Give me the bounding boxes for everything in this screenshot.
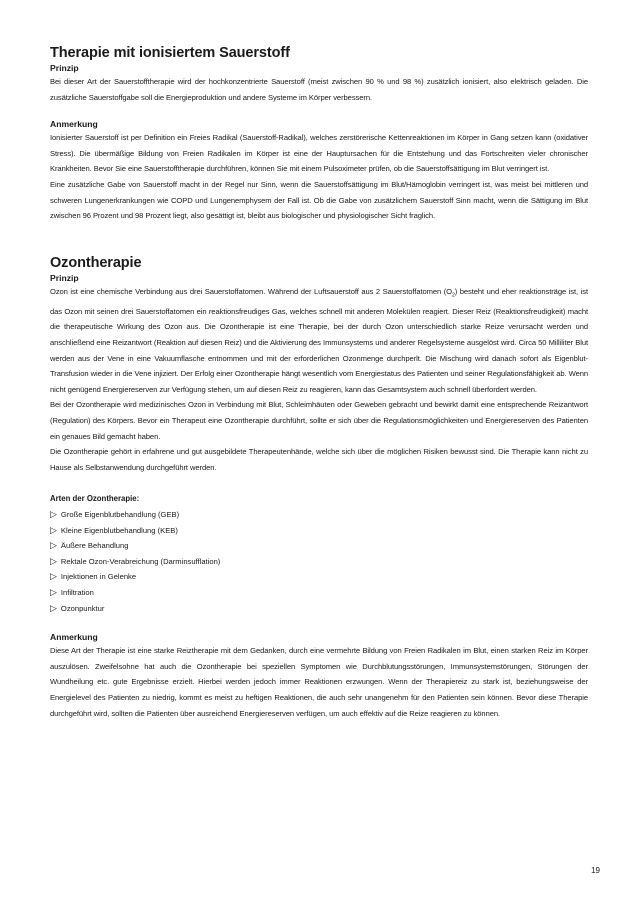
triangle-bullet-icon: ▷ [50,524,57,535]
list-item-label: Infiltration [60,587,94,597]
list-item [50,585,588,601]
list-item-label: Kleine Eigenblutbehandlung (KEB) [60,525,178,535]
anmerkung-heading: Anmerkung [50,632,98,643]
list-item [50,601,588,617]
section-ionized-oxygen [50,45,588,224]
arten-list [50,507,588,616]
list-item [50,538,588,554]
page-number: 19 [591,866,600,875]
anmerkung-heading: Anmerkung [50,119,98,130]
list-item-label: Ozonpunktur [60,603,105,613]
triangle-bullet-icon: ▷ [50,602,57,613]
list-item [50,523,588,539]
page-content [50,45,588,721]
list-item [50,507,588,523]
prinzip-heading: Prinzip [50,272,79,283]
triangle-bullet-icon: ▷ [50,508,57,519]
triangle-bullet-icon: ▷ [50,571,57,582]
section-title: Therapie mit ionisiertem Sauerstoff [50,45,290,61]
list-item [50,569,588,585]
text-part: Ozon ist eine chemische Verbindung aus drei Sauerstoffatomen. Während der Luftsauerstoff aus 2 Sauerstoffatomen (O [50,286,453,296]
prinzip-paragraph-3: Die Ozontherapie gehört in erfahrene und gut ausgebildete Therapeutenhände, welche sich über die möglichen Risiken bewusst sind. Die Therapie kann nicht zu Hause als Selbstanwendung durchgeführt werden. [50,447,588,472]
text-part: ) besteht und eher reaktionsträge ist, ist das Ozon mit seinen drei Sauerstoffatomen ein reaktionsfreudiges Gas, welches schnell mit anderen Molekülen reagiert. Dieser Reiz (Reaktionsfreudigkeit) macht die therapeutische Wirkung des Ozon aus. Die Ozontherapie ist eine Therapie, bei der durch Ozon unterschiedlich starke Reize verursacht werden und anschließend eine Reizantwort (Reaktion auf diesen Reiz) und die Aktivierung des Immunsystems und anderer Regelsysteme ausgelöst wird. Circa 50 Milliliter Blut werden aus der Vene in eine Vakuumflasche entnommen und mit der erforderlichen Ozonmenge durchperlt. Die Mischung wird danach sofort als Eigenblut-Transfusion wieder in die Vene injiziert. Der Erfolg einer Ozontherapie hängt wesentlich vom Energiestatus des Patienten und seiner Regulationsfähigkeit ab. Wenn nicht genügend Energiereserven zur Verfügung stehen, um auf diesen Reiz zu reagieren, kann das Gesamtsystem auch schnell überfordert werden. [50,286,588,394]
anmerkung-paragraph-2: Eine zusätzliche Gabe von Sauerstoff macht in der Regel nur Sinn, wenn die Sauerstoffsättigung im Blut/Hämoglobin verringert ist, was meist bei mittleren und schweren Lungenerkrankungen wie COPD und Lungenemphysem der Fall ist. Ob die Gabe von zusätzlichem Sauerstoff Sinn macht, wenn die Sättigung im Blut zwischen 96 Prozent und 98 Prozent liegt, also gesättigt ist, bleibt aus biologischer und physiologischer Sicht fraglich. [50,179,588,221]
arten-heading: Arten der Ozontherapie: [50,494,140,504]
prinzip-heading: Prinzip [50,63,79,73]
triangle-bullet-icon: ▷ [50,555,57,566]
list-item-label: Große Eigenblutbehandlung (GEB) [60,509,180,519]
triangle-bullet-icon: ▷ [50,540,57,551]
triangle-bullet-icon: ▷ [50,586,57,597]
anmerkung-paragraph-1: Ionisierter Sauerstoff ist per Definition ein Freies Radikal (Sauerstoff-Radikal), welches zerstörerische Kettenreaktionen im Körper in Gang setzen kann (oxidativer Stress). Die übermäßige Bildung von Freien Radikalen im Körper ist eine der Hauptursachen für die Entstehung und das Fortschreiten vieler chronischer Krankheiten. Bevor Sie eine Sauerstofftherapie durchführen, können Sie mit einem Pulsoximeter prüfen, ob die Sauerstoffsättigung im Blut verringert ist. [50,133,588,174]
anmerkung-paragraph: Diese Art der Therapie ist eine starke Reiztherapie mit dem Gedanken, durch eine vermehrte Bildung von Freien Radikalen im Blut, einen starken Reiz im Körper auszulösen. Zweifelsohne hat auch die Ozontherapie bei speziellen Symptomen wie Durchblutungsstörungen, Immunsystemstörungen, Störungen der Wundheilung etc. gute Ergebnisse erzielt. Hierbei werden jedoch immer Reaktionen erzwungen. Wenn der Therapiereiz zu stark ist, beziehungsweise der Energielevel des Patienten zu niedrig, kommt es meist zu heftigen Reaktionen, die auch sehr unangenehm für den Patienten sein können. Bevor diese Therapie durchgeführt wird, sollten die Patienten über ausreichend Energiereserven verfügen, um auch effektiv auf die Reize reagieren zu können. [50,646,588,718]
list-item [50,554,588,570]
prinzip-paragraph: Bei dieser Art der Sauerstofftherapie wird der hochkonzentrierte Sauerstoff (meist zwischen 90 % und 98 %) zusätzlich ionisiert, also elektrisch geladen. Die zusätzliche Sauerstoffgabe soll die Energieproduktion und andere Systeme im Körper verbessern. [50,77,588,102]
list-item-label: Äußere Behandlung [60,541,129,551]
prinzip-paragraph-2: Bei der Ozontherapie wird medizinisches Ozon in Verbindung mit Blut, Schleimhäuten oder Geweben gebracht und bewirkt damit eine entsprechende Reizantwort (Regulation) des Körpers. Bevor ein Therapeut eine Ozontherapie durchführt, sollte er sich über die Regulationsmöglichkeiten und Energiereserven des Patienten ein genaues Bild gemacht haben. [50,400,588,441]
prinzip-paragraph-1 [50,284,588,398]
list-item-label: Injektionen in Gelenke [60,572,137,582]
section-title: Ozontherapie [50,254,142,271]
list-item-label: Rektale Ozon-Verabreichung (Darminsufflation) [60,556,221,566]
subscript: 2 [452,292,455,299]
section-ozone-therapy [50,255,588,721]
